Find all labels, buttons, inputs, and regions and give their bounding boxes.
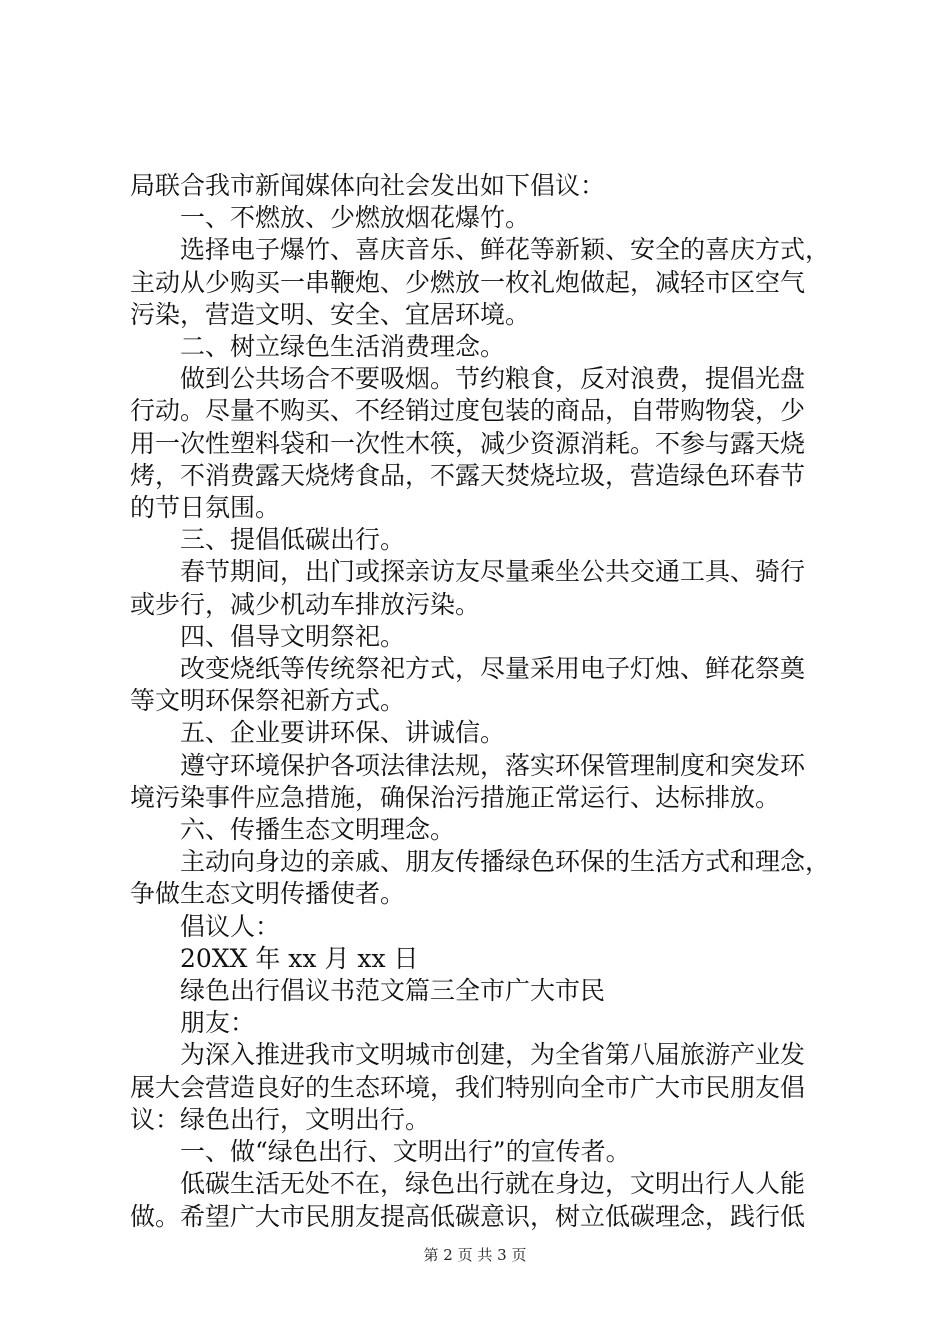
text-line: 做到公共场合不要吸烟。节约粮食，反对浪费，提倡光盘 (180, 364, 806, 394)
text-line: 朋友： (180, 1008, 256, 1038)
text-line: 选择电子爆竹、喜庆音乐、鲜花等新颖、安全的喜庆方式， (180, 235, 831, 265)
text-line: 污染，营造文明、安全、宜居环境。 (130, 299, 531, 329)
text-line: 主动向身边的亲戚、朋友传播绿色环保的生活方式和理念， (180, 847, 831, 877)
text-line: 的节日氛围。 (130, 493, 281, 523)
text-line: 争做生态文明传播使者。 (130, 879, 406, 909)
text-line: 主动从少购买一串鞭炮、少燃放一枚礼炮做起，减轻市区空气 (130, 267, 806, 297)
text-line: 二、树立绿色生活消费理念。 (180, 332, 506, 362)
page-footer (0, 1244, 950, 1265)
text-line: 三、提倡低碳出行。 (180, 525, 406, 555)
text-line: 四、倡导文明祭祀。 (180, 621, 406, 651)
text-line: 用一次性塑料袋和一次性木筷，减少资源消耗。不参与露天烧 (130, 428, 806, 458)
text-line: 烤，不消费露天烧烤食品，不露天焚烧垃圾，营造绿色环春节 (130, 460, 806, 490)
text-line: 等文明环保祭祀新方式。 (130, 686, 406, 716)
text-line: 改变烧纸等传统祭祀方式，尽量采用电子灯烛、鲜花祭奠 (180, 654, 806, 684)
text-line: 或步行，减少机动车排放污染。 (130, 589, 481, 619)
text-line: 为深入推进我市文明城市创建，为全省第八届旅游产业发 (180, 1040, 806, 1070)
text-line: 六、传播生态文明理念。 (180, 815, 456, 845)
text-line: 五、企业要讲环保、讲诚信。 (180, 718, 506, 748)
text-line: 倡议人： (180, 911, 281, 941)
text-line: 议：绿色出行，文明出行。 (130, 1104, 431, 1134)
text-line: 低碳生活无处不在，绿色出行就在身边，文明出行人人能 (180, 1169, 806, 1199)
text-line: 20XX 年 xx 月 xx 日 (180, 943, 419, 973)
text-line: 绿色出行倡议书范文篇三全市广大市民 (180, 976, 606, 1006)
text-line: 行动。尽量不购买、不经销过度包装的商品，自带购物袋，少 (130, 396, 806, 426)
document-body (130, 170, 830, 1233)
text-line: 展大会营造良好的生态环境，我们特别向全市广大市民朋友倡 (130, 1072, 806, 1102)
text-line: 局联合我市新闻媒体向社会发出如下倡议： (130, 171, 606, 200)
page-number-label: 第 2 页 共 3 页 (423, 1246, 527, 1264)
text-line: 一、做“绿色出行、文明出行”的宣传者。 (180, 1137, 631, 1167)
text-line: 一、不燃放、少燃放烟花爆竹。 (180, 203, 531, 233)
text-line: 境污染事件应急措施，确保治污措施正常运行、达标排放。 (130, 782, 781, 812)
text-line: 遵守环境保护各项法律法规，落实环保管理制度和突发环 (180, 750, 806, 780)
text-line: 春节期间，出门或探亲访友尽量乘坐公共交通工具、骑行 (180, 557, 806, 587)
text-line: 做。希望广大市民朋友提高低碳意识，树立低碳理念，践行低 (130, 1201, 806, 1231)
